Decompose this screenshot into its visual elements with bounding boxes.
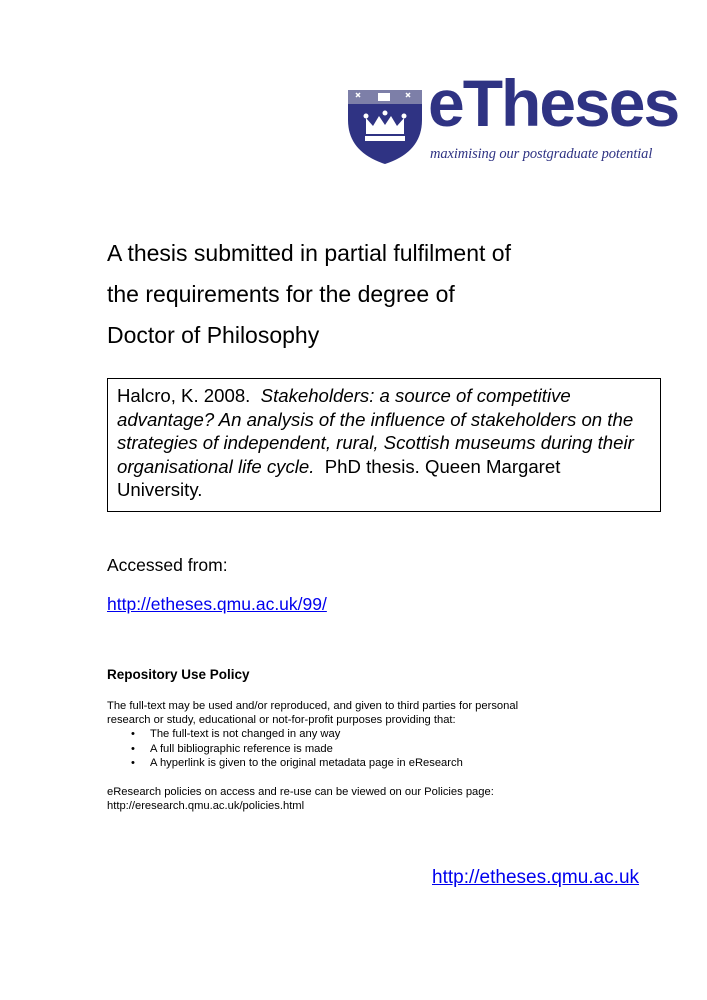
- policy-conditions-list: [107, 727, 667, 770]
- citation-publication: PhD thesis. Queen Margaret University.: [117, 455, 561, 500]
- policy-footer: [107, 785, 494, 813]
- citation-author-year: Halcro, K. 2008.: [117, 385, 251, 406]
- policy-body: [107, 699, 667, 770]
- logo-tagline: maximising our postgraduate potential: [430, 146, 653, 162]
- policies-url: http://eresearch.qmu.ac.uk/policies.html: [107, 800, 305, 813]
- list-item: • The full-text is not changed in any way: [150, 727, 667, 741]
- list-item: • A hyperlink is given to the original metadata page in eResearch: [150, 756, 667, 770]
- accessed-from-label: Accessed from:: [107, 555, 228, 575]
- thesis-statement-line: A thesis submitted in partial fulfilment of: [107, 240, 511, 266]
- policy-footer-text: eResearch policies on access and re-use can be viewed on our Policies page:: [107, 786, 494, 798]
- thesis-statement-line: Doctor of Philosophy: [107, 322, 320, 348]
- thesis-statement: [107, 233, 511, 356]
- policy-intro: research or study, educational or not-for-profit purposes providing that:: [107, 714, 456, 727]
- logo-wordmark: eTheses: [428, 66, 679, 140]
- citation-title: Stakeholders: a source of competitive advantage? An analysis of the influence of stakeholders on the strategies of independent, rural, Scottish museums during their organisational life cycle.: [117, 385, 634, 477]
- policy-intro: The full-text may be used and/or reproduced, and given to third parties for personal: [107, 700, 519, 712]
- thesis-url-link[interactable]: http://etheses.qmu.ac.uk/99/: [107, 594, 327, 614]
- etheses-home-link[interactable]: http://etheses.qmu.ac.uk: [432, 867, 640, 888]
- crown-shield-icon: [346, 86, 424, 166]
- citation-box: [107, 378, 661, 512]
- list-item: • A full bibliographic reference is made: [150, 742, 667, 756]
- thesis-statement-line: the requirements for the degree of: [107, 281, 455, 307]
- etheses-logo: [346, 66, 679, 168]
- policy-title: Repository Use Policy: [107, 667, 250, 682]
